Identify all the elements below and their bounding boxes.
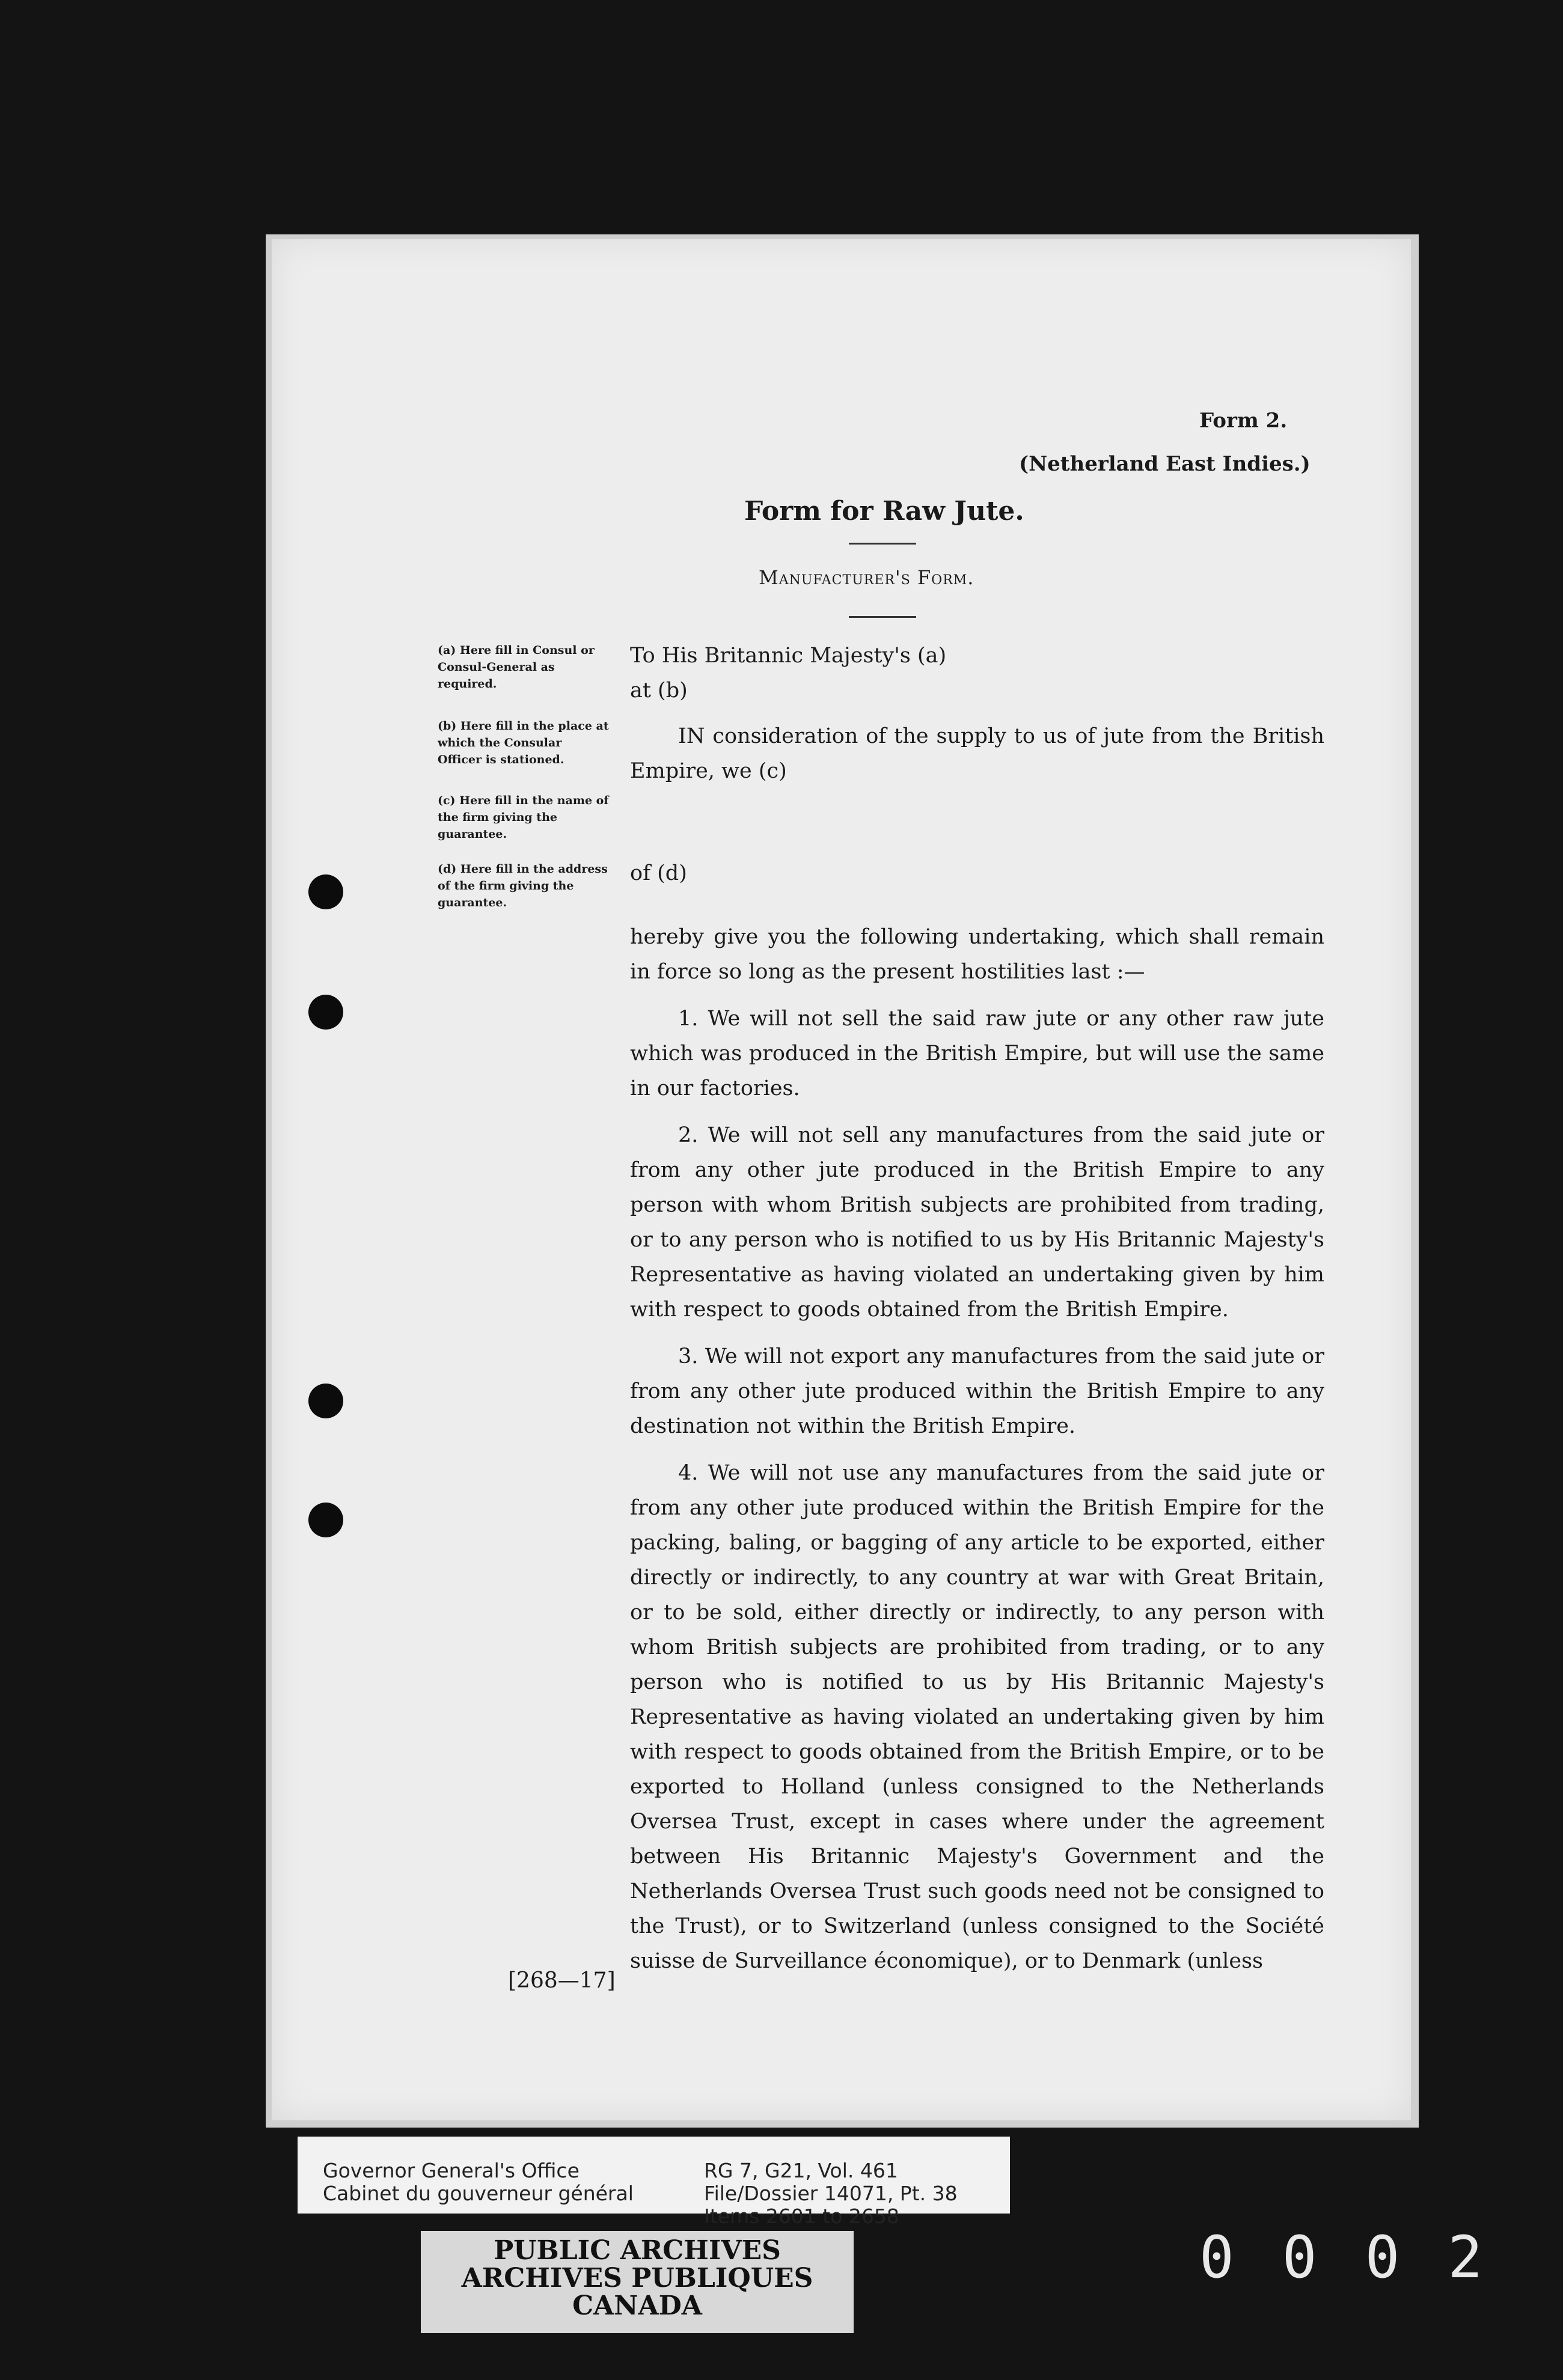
punch-hole	[308, 1384, 343, 1418]
stamp-line-2: ARCHIVES PUBLIQUES	[461, 2263, 813, 2293]
print-code: [268—17]	[508, 1968, 616, 1993]
title-rule	[849, 543, 916, 545]
form-subtitle: Manufacturer's Form.	[759, 566, 974, 589]
address-at-line: at (b)	[630, 679, 688, 703]
of-address-line	[630, 856, 1324, 891]
stamp-line-3: CANADA	[572, 2290, 702, 2321]
subtitle-rule	[849, 616, 916, 618]
frame-sequence-number: 0002	[1199, 2224, 1531, 2291]
office-french: Cabinet du gouverneur général	[323, 2182, 634, 2205]
consideration-paragraph	[630, 719, 1324, 789]
undertaking-intro: hereby give you the following undertaking, which shall remain in force so long as the present hostilities last :—	[630, 925, 1324, 984]
archive-label-office	[323, 2159, 634, 2205]
office-english: Governor General's Office	[323, 2159, 580, 2182]
item-range: Items 2601 to 2658	[704, 2205, 899, 2228]
address-block	[630, 638, 1324, 708]
form-title: Form for Raw Jute.	[744, 496, 1024, 526]
punch-hole	[308, 995, 343, 1030]
clause-4: 4. We will not use any manufactures from the said jute or from any other jute produced within the British Empire for the packing, baling, or bagging of any article to be exported, either directly or indirectly, to any country at war with Great Britain, or to be sold, either directly or indirectly, to any person with whom British subjects are prohibited from trading, or to any person who is notified to us by His Britannic Majesty's Representative as having violated an undertaking given by him with respect to goods obtained from the British Empire, or to be exported to Holland (unless consigned to the Netherlands Oversea Trust, except in cases where under the agreement between His Britannic Majesty's Government and the Netherlands Oversea Trust such goods need not be consigned to the Trust), or to Switzerland (unless consigned to the Société suisse de Surveillance économique), or to Denmark (unless	[630, 1461, 1324, 1973]
margin-note-a: (a) Here fill in Consul or Consul-General as required.	[438, 644, 595, 691]
stamp-line-1: PUBLIC ARCHIVES	[494, 2235, 781, 2266]
margin-note-d: (d) Here fill in the address of the firm giving the guarantee.	[438, 862, 608, 909]
undertaking-body	[630, 920, 1324, 1979]
clause-2: 2. We will not sell any manufactures from the said jute or from any other jute produced in the British Empire to any person with whom British subjects are prohibited from trading, or to any person who is notified to us by His Britannic Majesty's Representative as having violated an undertaking given by him with respect to goods obtained from the British Empire.	[630, 1123, 1324, 1322]
address-to-line: To His Britannic Majesty's (a)	[630, 644, 947, 668]
margin-note-c: (c) Here fill in the name of the firm giving the guarantee.	[438, 794, 609, 841]
form-number: Form 2.	[1199, 409, 1288, 433]
punch-hole	[308, 1503, 343, 1537]
punch-hole	[308, 874, 343, 909]
margin-note-b: (b) Here fill in the place at which the Consular Officer is stationed.	[438, 719, 609, 766]
archive-label-reference	[704, 2159, 958, 2228]
clause-3: 3. We will not export any manufactures from the said jute or from any other jute produced within the British Empire to any destination not within the British Empire.	[630, 1344, 1324, 1438]
consideration-text: IN consideration of the supply to us of jute from the British Empire, we (c)	[630, 724, 1324, 783]
record-group: RG 7, G21, Vol. 461	[704, 2159, 898, 2182]
region-label: (Netherland East Indies.)	[1019, 452, 1311, 476]
archives-stamp	[451, 2237, 824, 2320]
archive-label	[298, 2137, 1010, 2228]
clause-1: 1. We will not sell the said raw jute or any other raw jute which was produced in the British Empire, but will use the same in our factories.	[630, 1007, 1324, 1100]
of-line-text: of (d)	[630, 861, 687, 885]
file-dossier: File/Dossier 14071, Pt. 38	[704, 2182, 958, 2205]
margin-notes	[438, 642, 609, 915]
